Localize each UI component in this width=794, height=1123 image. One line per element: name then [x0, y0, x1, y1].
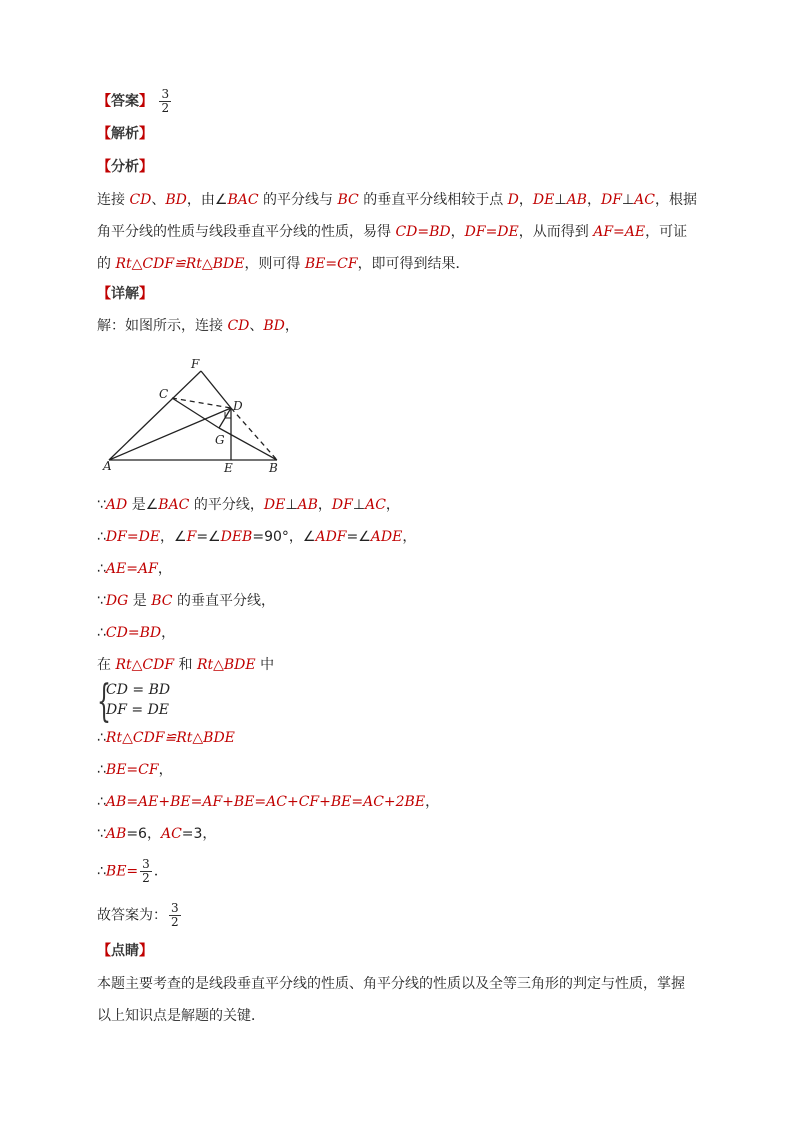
- label-A: A: [103, 459, 112, 473]
- text-run: ，从而得到: [518, 224, 594, 240]
- label-B: B: [269, 461, 278, 475]
- step-6: [97, 655, 274, 675]
- geometry-figure: [97, 352, 287, 478]
- text-run: ∴: [97, 625, 106, 641]
- text-run: 是: [128, 593, 152, 609]
- math-term: AC: [634, 192, 655, 208]
- math-term: ADF: [315, 529, 347, 545]
- text-run: =90°，∠: [252, 529, 316, 545]
- fenxi-tag: 【分析】: [97, 159, 153, 175]
- text-run: ∵: [97, 497, 106, 513]
- math-term: AB: [566, 192, 587, 208]
- math-term: DE: [263, 497, 286, 513]
- step-3: [97, 559, 172, 579]
- segment-C-to-B: [219, 428, 277, 460]
- text-run: ，: [284, 318, 299, 334]
- math-term: D: [507, 192, 519, 208]
- text-run: ⊥: [621, 192, 635, 208]
- text-run: 连接: [97, 192, 130, 208]
- step-1: [97, 495, 400, 515]
- segment-AF: [109, 371, 201, 460]
- math-term: AF=AE: [593, 224, 646, 240]
- step-7: [97, 728, 235, 748]
- text-run: ，: [157, 561, 172, 577]
- math-term: DF: [600, 192, 622, 208]
- answer-fraction: $\frac{3}{2}$: [161, 87, 170, 115]
- text-run: =∠: [196, 529, 221, 545]
- math-term: BC: [151, 593, 173, 609]
- math-term: AB=AE+BE=AF+BE=AC+CF+BE=AC+2BE: [105, 794, 426, 810]
- text-run: 在: [97, 657, 116, 673]
- text-run: ∵: [97, 826, 106, 842]
- math-term: Rt△BDE: [196, 657, 256, 673]
- text-run: ，∠: [160, 529, 187, 545]
- text-run: ，: [425, 794, 440, 810]
- text-run: ，: [450, 224, 465, 240]
- step-10: [97, 824, 216, 844]
- text-run: ，: [161, 625, 176, 641]
- math-term: BAC: [227, 192, 259, 208]
- final-answer: 故答案为： $\frac{3}{2}$: [97, 901, 179, 929]
- text-run: ，: [586, 192, 601, 208]
- text-run: ∴: [97, 529, 106, 545]
- math-term: BAC: [158, 497, 190, 513]
- text-run: ，即可得到结果．: [357, 256, 470, 272]
- math-term: DEB: [220, 529, 253, 545]
- math-term: BE=CF: [304, 256, 358, 272]
- text-run: =3，: [181, 826, 217, 842]
- xiangjie-tag: 【详解】: [97, 286, 153, 302]
- text-run: ，: [518, 192, 533, 208]
- text-run: 、: [151, 192, 166, 208]
- step-5: [97, 623, 175, 643]
- math-term: AB: [105, 826, 127, 842]
- text-run: 的垂直平分线，: [172, 593, 275, 609]
- math-term: BE=CF: [105, 762, 159, 778]
- text-run: ⊥: [285, 497, 298, 513]
- solution-intro: [97, 316, 299, 336]
- label-F: F: [191, 357, 200, 371]
- label-G: G: [215, 433, 225, 447]
- math-term: F: [186, 529, 197, 545]
- math-term: ADE: [370, 529, 403, 545]
- math-term: BD: [165, 192, 187, 208]
- step-9: [97, 792, 439, 812]
- math-term: Rt△CDF≌Rt△BDE: [115, 256, 245, 272]
- text-run: ∵: [97, 593, 106, 609]
- step-8: [97, 760, 173, 780]
- math-term: CD: [129, 192, 152, 208]
- system-brace: {: [97, 676, 111, 727]
- text-run: =∠: [346, 529, 371, 545]
- text-run: ，: [402, 529, 417, 545]
- math-term: BC: [337, 192, 359, 208]
- step-2: [97, 527, 416, 547]
- text-run: ∴: [97, 561, 106, 577]
- math-term: DF=DE: [105, 529, 161, 545]
- label-E: E: [224, 461, 233, 475]
- label-C: C: [159, 387, 169, 401]
- text-run: ，根据角平分线的性质与线段垂直平分线的性质，易得: [97, 192, 697, 240]
- text-run: ⊥: [352, 497, 366, 513]
- math-term: AE=AF: [105, 561, 158, 577]
- math-term: DF: [331, 497, 353, 513]
- answer-line: [97, 88, 173, 115]
- math-term: Rt△CDF≌Rt△BDE: [105, 730, 235, 746]
- segment-FD: [201, 371, 231, 408]
- analysis-paragraph: [97, 184, 697, 280]
- text-run: ，由∠: [186, 192, 228, 208]
- text-run: 解：如图所示，连接: [97, 318, 228, 334]
- label-D: D: [233, 399, 243, 413]
- math-term: AD: [105, 497, 128, 513]
- dianjing-tag: 【点睛】: [97, 943, 153, 959]
- text-run: ∴: [97, 794, 106, 810]
- text-run: ，: [158, 762, 173, 778]
- math-term: DG: [105, 593, 129, 609]
- text-run: ，: [317, 497, 332, 513]
- math-term: BD: [263, 318, 285, 334]
- segment-DB-dashed: [231, 408, 277, 460]
- text-run: 中: [255, 657, 275, 673]
- be-result: ∴BE= $\frac{3}{2}$ ．: [97, 857, 168, 885]
- text-run: 的平分线，: [189, 497, 264, 513]
- text-run: ，则可得: [244, 256, 305, 272]
- text-run: ，: [385, 497, 400, 513]
- text-run: 的垂直平分线相较于点: [358, 192, 508, 208]
- segment-AD: [109, 408, 231, 460]
- text-run: ⊥: [554, 192, 567, 208]
- math-term: Rt△CDF: [115, 657, 175, 673]
- summary-paragraph: 本题主要考查的是线段垂直平分线的性质、角平分线的性质以及全等三角形的判定与性质，掌握以上知识点是解题的关键．: [97, 976, 685, 1024]
- math-term: AC: [160, 826, 182, 842]
- text-run: ∴: [97, 730, 106, 746]
- text-run: 和: [174, 657, 197, 673]
- jiexi-tag: 【解析】: [97, 126, 153, 142]
- math-term: DF=DE: [464, 224, 519, 240]
- math-term: AC: [365, 497, 386, 513]
- math-term: DE: [532, 192, 555, 208]
- text-run: ，可证的: [97, 224, 688, 272]
- math-term: CD: [227, 318, 250, 334]
- answer-tag: 【答案】: [97, 93, 153, 110]
- text-run: 的平分线与: [258, 192, 338, 208]
- math-term: AB: [297, 497, 318, 513]
- step-4: [97, 591, 275, 611]
- math-term: CD=BD: [395, 224, 451, 240]
- math-term: CD=BD: [105, 625, 162, 641]
- system-eq-2: DF = DE: [106, 702, 170, 718]
- text-run: 是∠: [127, 497, 159, 513]
- text-run: 、: [249, 318, 264, 334]
- text-run: =6，: [126, 826, 161, 842]
- system-eq-1: CD = BD: [106, 682, 171, 698]
- text-run: ∴: [97, 762, 106, 778]
